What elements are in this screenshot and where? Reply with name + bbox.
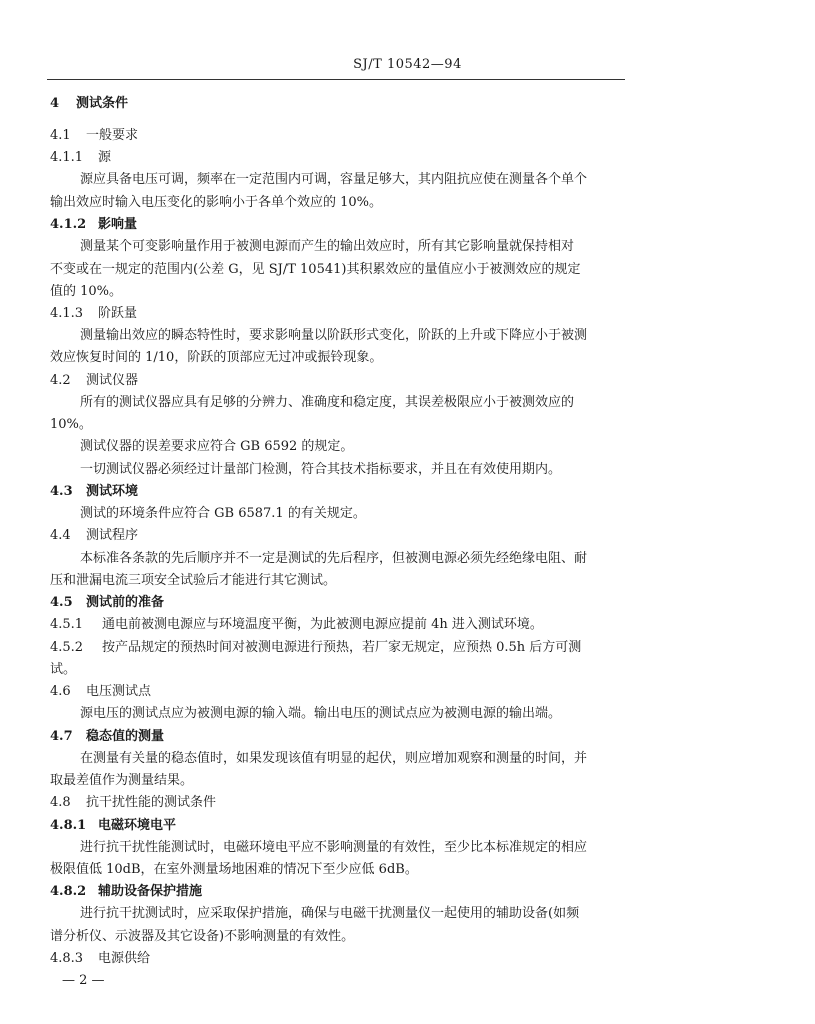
section-number: 4.5.2 [50,640,84,655]
section-title: 测试前的准备 [86,595,165,610]
section-number: 4.8.1 [50,818,87,833]
section-title: 影响量 [98,217,138,232]
section-4-5-heading [50,595,164,611]
section-number: 4.1 [50,128,71,143]
paragraph-line: 取最差值作为测量结果。 [50,773,194,788]
paragraph-line: 压和泄漏电流三项安全试验后才能进行其它测试。 [50,573,337,588]
paragraph-line: 测试的环境条件应符合 GB 6587.1 的有关规定。 [80,506,366,521]
section-4-8-3-heading [50,951,150,967]
section-title: 源 [98,150,112,165]
section-number: 4.2 [50,373,71,388]
paragraph-line: 所有的测试仪器应具有足够的分辨力、准确度和稳定度，其误差极限应小于被测效应的 [80,395,575,410]
section-4-5-2-line [50,640,581,656]
paragraph-line: 在测量有关量的稳态值时，如果发现该值有明显的起伏，则应增加观察和测量的时间，并 [80,751,588,766]
section-number: 4.8.2 [50,884,87,899]
section-title: 一般要求 [86,128,139,143]
section-title: 辅助设备保护措施 [98,884,203,899]
section-4-1-2-heading [50,217,137,233]
paragraph-line: 源电压的测试点应为被测电源的输入端。输出电压的测试点应为被测电源的输出端。 [80,706,562,721]
section-title: 测试环境 [86,484,139,499]
paragraph-line: 输出效应时输入电压变化的影响小于各单个效应的 10%。 [50,195,383,210]
standard-code-header: SJ/T 10542—94 [353,57,462,72]
section-number: 4.5.1 [50,617,84,632]
paragraph-line: 测量输出效应的瞬态特性时，要求影响量以阶跃形式变化，阶跃的上升或下降应小于被测 [80,328,588,343]
section-number: 4.3 [50,484,73,499]
paragraph-line: 不变或在一规定的范围内(公差 G，见 SJ/T 10541)其积累效应的量值应小于被测效应的规定 [50,262,581,277]
paragraph-line: 谱分析仪、示波器及其它设备)不影响测量的有效性。 [50,929,355,944]
paragraph-line: 源应具备电压可调，频率在一定范围内可调，容量足够大，其内阻抗应使在测量各个单个 [80,172,588,187]
paragraph-line: 测试仪器的误差要求应符合 GB 6592 的规定。 [80,439,354,454]
section-4-8-heading [50,795,216,811]
section-number: 4.1.1 [50,150,84,165]
section-title: 稳态值的测量 [86,729,165,744]
paragraph-line: 极限值低 10dB，在室外测量场地困难的情况下至少应低 6dB。 [50,862,418,877]
section-4-3-heading [50,484,138,500]
paragraph-text: 按产品规定的预热时间对被测电源进行预热，若厂家无规定，应预热 0.5h 后方可测 [102,640,582,655]
section-title: 测试仪器 [86,373,139,388]
section-title: 阶跃量 [98,306,138,321]
page-number: — 2 — [62,973,105,988]
paragraph-line: 效应恢复时间的 1/10，阶跃的顶部应无过冲或振铃现象。 [50,350,383,365]
section-number: 4.1.2 [50,217,87,232]
paragraph-line: 一切测试仪器必须经过计量部门检测，符合其技术指标要求，并且在有效使用期内。 [80,462,562,477]
section-number: 4.8 [50,795,71,810]
section-4-4-heading [50,528,138,544]
section-title: 测试程序 [86,528,139,543]
section-title: 电磁环境电平 [98,818,177,833]
section-number: 4 [50,96,60,111]
paragraph-line: 10%。 [50,417,92,432]
section-number: 4.6 [50,684,71,699]
section-title: 电源供给 [98,951,151,966]
section-number: 4.8.3 [50,951,84,966]
header-rule [47,79,625,80]
section-4-8-2-heading [50,884,202,900]
section-4-1-3-heading [50,306,137,322]
paragraph-line: 值的 10%。 [50,284,123,299]
section-4-2-heading [50,373,138,389]
section-title: 电压测试点 [86,684,152,699]
section-4-8-1-heading [50,818,176,834]
section-number: 4.5 [50,595,73,610]
paragraph-line: 试。 [50,662,77,677]
section-number: 4.1.3 [50,306,84,321]
section-4-heading [50,96,128,112]
section-title: 测试条件 [76,96,129,111]
section-4-1-1-heading [50,150,111,166]
section-number: 4.7 [50,729,73,744]
paragraph-line: 测量某个可变影响量作用于被测电源而产生的输出效应时，所有其它影响量就保持相对 [80,239,575,254]
section-title: 抗干扰性能的测试条件 [86,795,217,810]
section-number: 4.4 [50,528,71,543]
section-4-5-1-line [50,617,543,633]
paragraph-text: 通电前被测电源应与环境温度平衡，为此被测电源应提前 4h 进入测试环境。 [102,617,543,632]
paragraph-line: 进行抗干扰性能测试时，电磁环境电平应不影响测量的有效性，至少比本标准规定的相应 [80,840,588,855]
section-4-6-heading [50,684,151,700]
section-4-1-heading [50,128,138,144]
section-4-7-heading [50,729,164,745]
paragraph-line: 进行抗干扰测试时，应采取保护措施，确保与电磁干扰测量仪一起使用的辅助设备(如频 [80,906,580,921]
paragraph-line: 本标准各条款的先后顺序并不一定是测试的先后程序，但被测电源必须先经绝缘电阻、耐 [80,551,588,566]
